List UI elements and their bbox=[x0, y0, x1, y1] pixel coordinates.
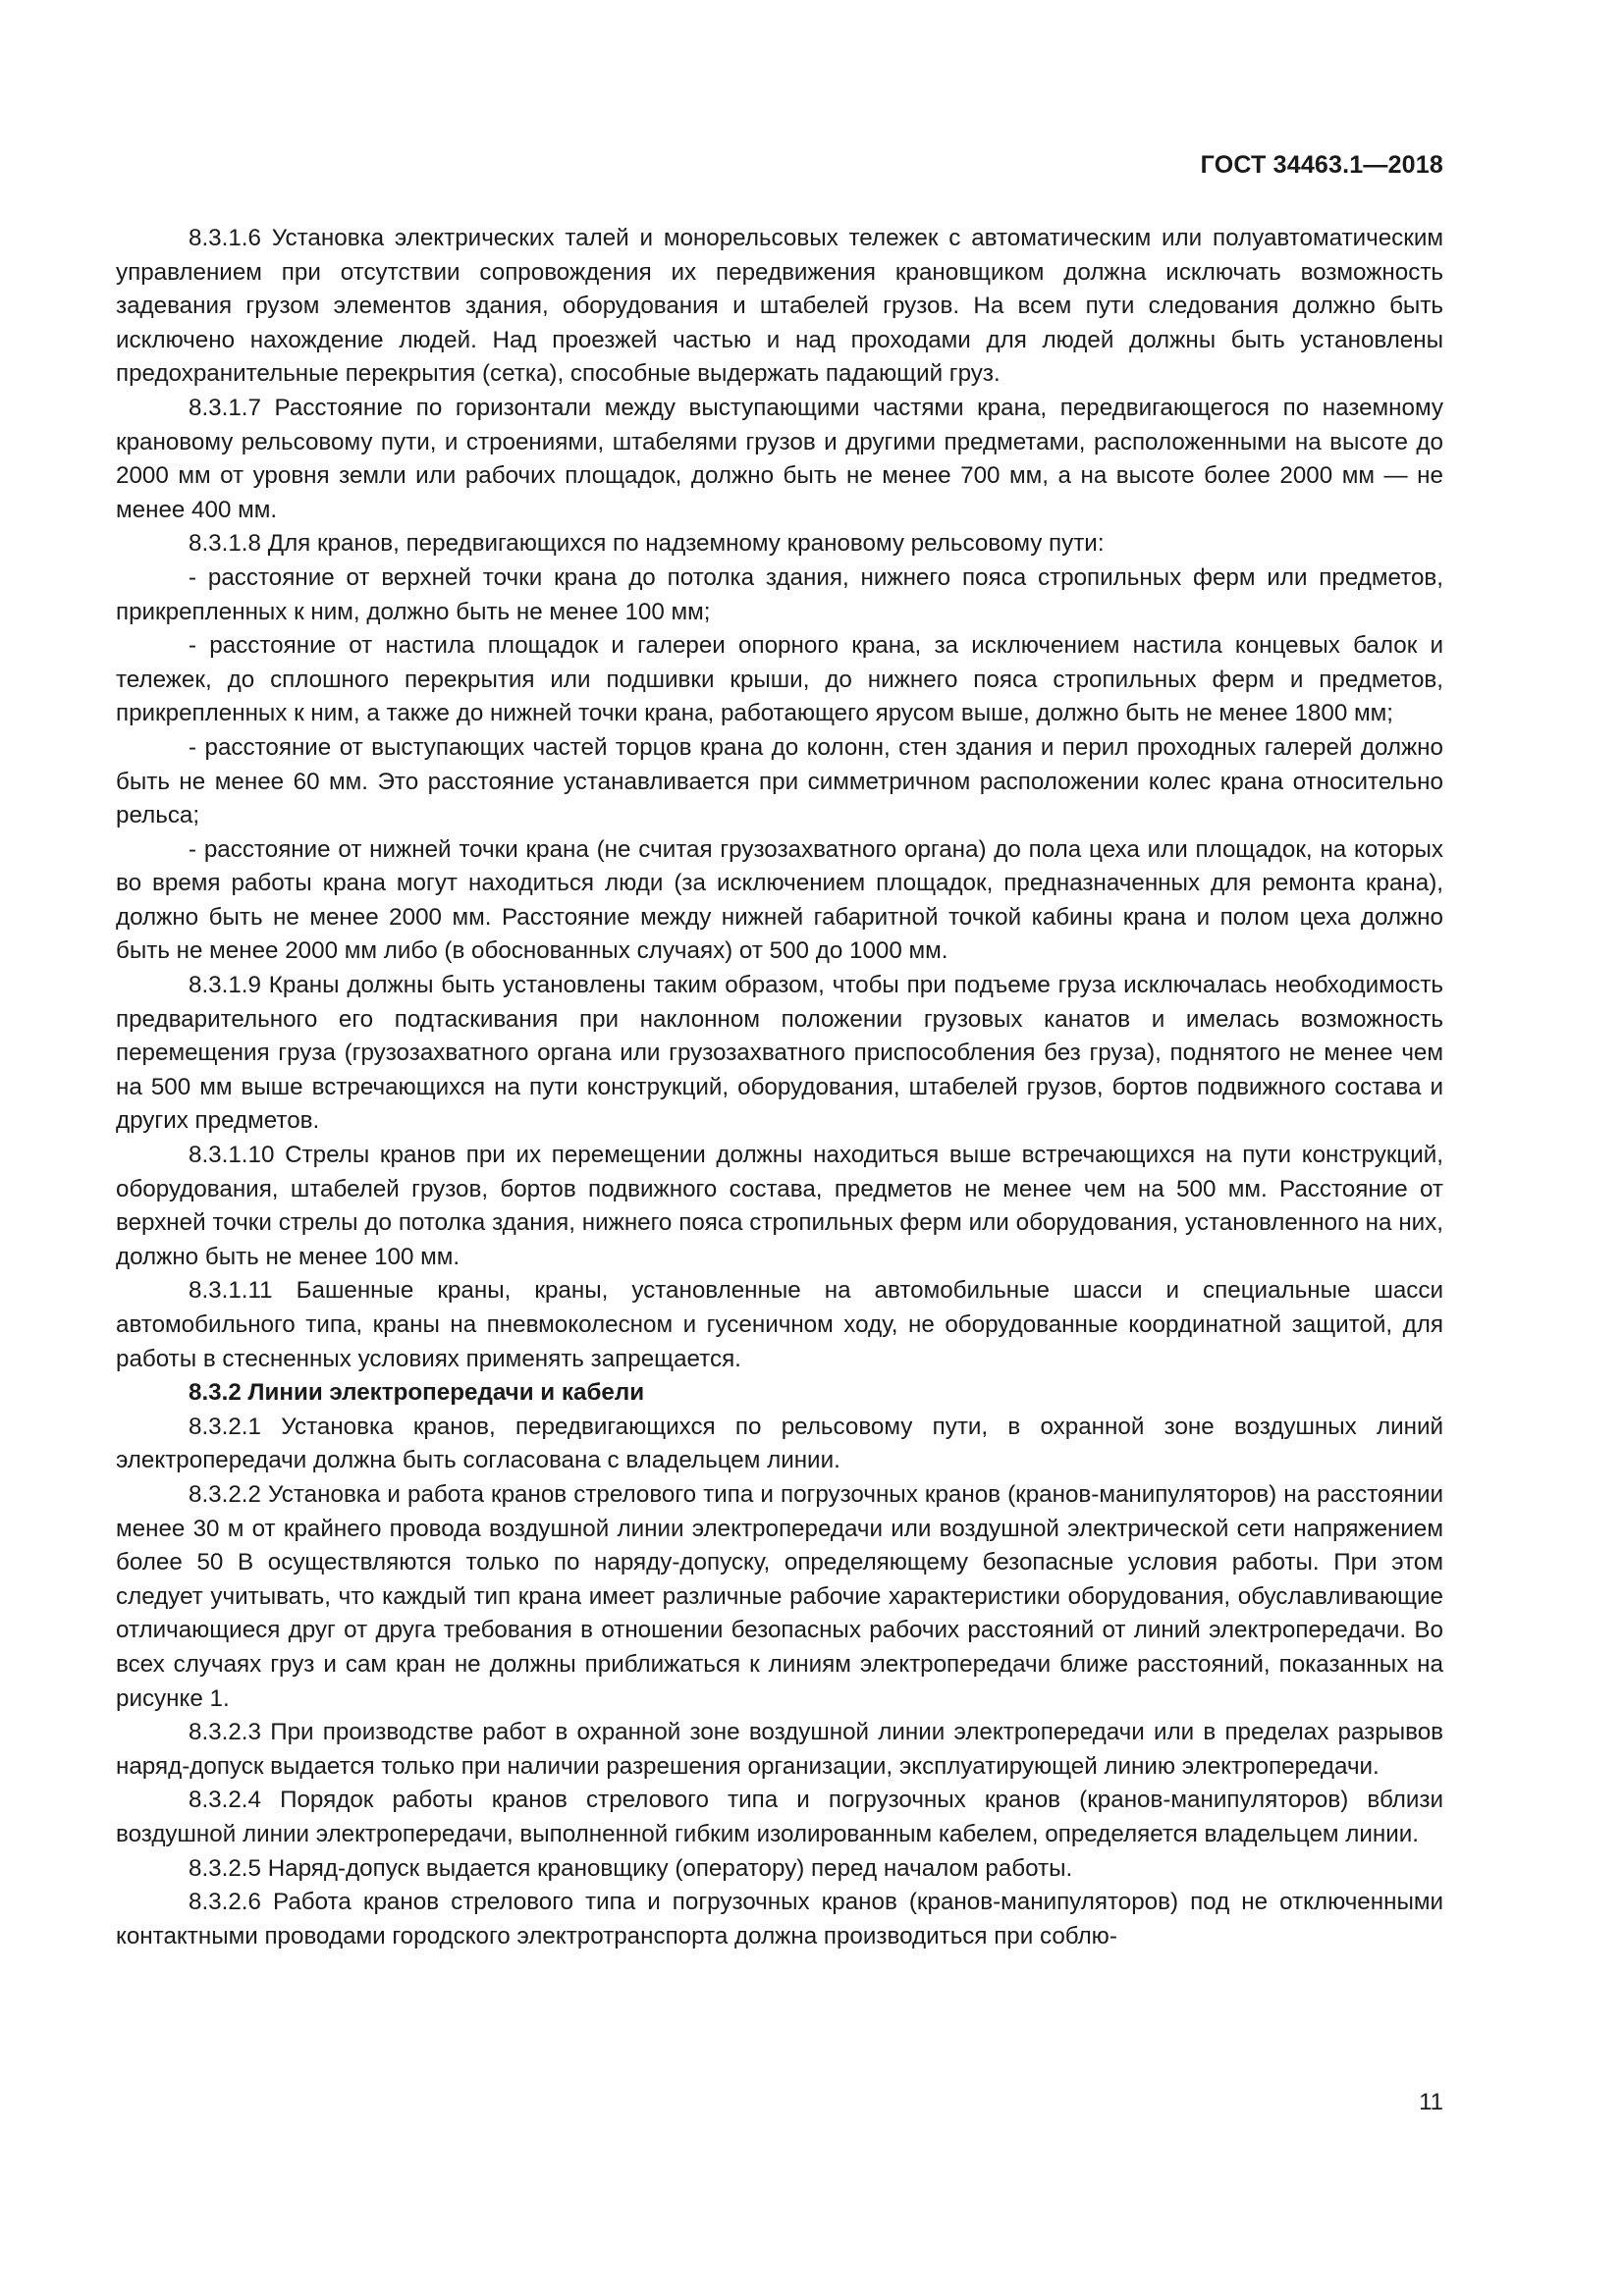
paragraph-8-3-2-6: 8.3.2.6 Работа кранов стрелового типа и погрузочных кранов (кранов-манипуляторов) под не отключенными контактными проводами городского электротранспорта должна производиться при соблю- bbox=[116, 1889, 1443, 1949]
page-number: 11 bbox=[1419, 2089, 1443, 2115]
paragraph-8-3-1-10: 8.3.1.10 Стрелы кранов при их перемещении должны находиться выше встречающихся на пути конструкций, оборудования, штабелей грузов, бортов подвижного состава, предметов не менее чем на 500 мм. Расстояние от верхней точки стрелы до потолка здания, нижнего пояса стропильных ферм или оборудования, установленного на них, должно быть не менее 100 мм. bbox=[116, 1142, 1443, 1270]
paragraph-8-3-2-2: 8.3.2.2 Установка и работа кранов стрелового типа и погрузочных кранов (кранов-манипуляторов) на расстоянии менее 30 м от крайнего провода воздушной линии электропередачи или воздушной электрической сети напряжением более 50 В осуществляются только по наряду-допуску, определяющему безопасные условия работы. При этом следует учитывать, что каждый тип крана имеет различные рабочие характеристики оборудования, обуславливающие отличающиеся друг от друга требования в отношении безопасных рабочих расстояний от линий электропередачи. Во всех случаях груз и сам кран не должны приближаться к линиям электропередачи ближе расстояний, показанных на рисунке 1. bbox=[116, 1480, 1443, 1712]
paragraph-8-3-2-1: 8.3.2.1 Установка кранов, передвигающихся по рельсовому пути, в охранной зоне воздушных линий электропередачи должна быть согласована с владельцем линии. bbox=[116, 1413, 1443, 1474]
paragraph-8-3-1-7: 8.3.1.7 Расстояние по горизонтали между выступающими частями крана, передвигающегося по наземному крановому рельсовому пути, и строениями, штабелями грузов и другими предметами, расположенными на высоте до 2000 мм от уровня земли или рабочих площадок, должно быть не менее 700 мм, а на высоте более 2000 мм — не менее 400 мм. bbox=[116, 394, 1443, 523]
paragraph-8-3-2-5: 8.3.2.5 Наряд-допуск выдается крановщику (оператору) перед началом работы. bbox=[189, 1854, 1073, 1882]
document-header: ГОСТ 34463.1—2018 bbox=[1200, 151, 1443, 179]
paragraph-8-3-2-4: 8.3.2.4 Порядок работы кранов стрелового типа и погрузочных кранов (кранов-манипуляторов) вблизи воздушной линии электропередачи, выполненной гибким изолированным кабелем, определяется владельцем линии. bbox=[116, 1787, 1443, 1847]
list-item: - расстояние от выступающих частей торцов крана до колонн, стен здания и перил проходных галерей должно быть не менее 60 мм. Это расстояние устанавливается при симметричном расположении колес крана относительно рельса; bbox=[116, 733, 1443, 829]
section-heading-8-3-2: 8.3.2 Линии электропередачи и кабели bbox=[189, 1379, 645, 1407]
list-item: - расстояние от верхней точки крана до потолка здания, нижнего пояса стропильных ферм или предметов, прикрепленных к ним, должно быть не менее 100 мм; bbox=[116, 563, 1443, 625]
list-item: - расстояние от настила площадок и галереи опорного крана, за исключением настила концевых балок и тележек, до сплошного перекрытия или подшивки крыши, до нижнего пояса стропильных ферм и предметов, прикрепленных к ним, а также до нижней точки крана, работающего ярусом выше, должно быть не менее 1800 мм; bbox=[116, 632, 1443, 727]
paragraph-8-3-1-8: 8.3.1.8 Для кранов, передвигающихся по надземному крановому рельсовому пути: bbox=[189, 530, 1105, 558]
paragraph-8-3-2-3: 8.3.2.3 При производстве работ в охранной зоне воздушной линии электропередачи или в пределах разрывов наряд-допуск выдается только при наличии разрешения организации, эксплуатирующей линию электропередачи. bbox=[116, 1719, 1443, 1780]
paragraph-8-3-1-6: 8.3.1.6 Установка электрических талей и монорельсовых тележек с автоматическим или полуавтоматическим управлением при отсутствии сопровождения их передвижения крановщиком должна исключать возможность задевания грузом элементов здания, оборудования и штабелей грузов. На всем пути следования должно быть исключено нахождение людей. Над проезжей частью и над проходами для людей должны быть установлены предохранительные перекрытия (сетка), способные выдержать падающий груз. bbox=[116, 225, 1443, 388]
paragraph-8-3-1-9: 8.3.1.9 Краны должны быть установлены таким образом, чтобы при подъеме груза исключалась необходимость предварительного его подтаскивания при наклонном положении грузовых канатов и имелась возможность перемещения груза (грузозахватного органа или грузозахватного приспособления без груза), поднятого не менее чем на 500 мм выше встречающихся на пути конструкций, оборудования, штабелей грузов, бортов подвижного состава и других предметов. bbox=[116, 972, 1443, 1135]
document-body bbox=[116, 222, 1443, 1953]
paragraph-8-3-1-11: 8.3.1.11 Башенные краны, краны, установленные на автомобильные шасси и специальные шасси автомобильного типа, краны на пневмоколесном и гусеничном ходу, не оборудованные координатной защитой, для работы в стесненных условиях применять запрещается. bbox=[116, 1277, 1443, 1372]
list-item: - расстояние от нижней точки крана (не считая грузозахватного органа) до пола цеха или площадок, на которых во время работы крана могут находиться люди (за исключением площадок, предназначенных для ремонта крана), должно быть не менее 2000 мм. Расстояние между нижней габаритной точкой кабины крана и полом цеха должно быть не менее 2000 мм либо (в обоснованных случаях) от 500 до 1000 мм. bbox=[116, 835, 1443, 965]
